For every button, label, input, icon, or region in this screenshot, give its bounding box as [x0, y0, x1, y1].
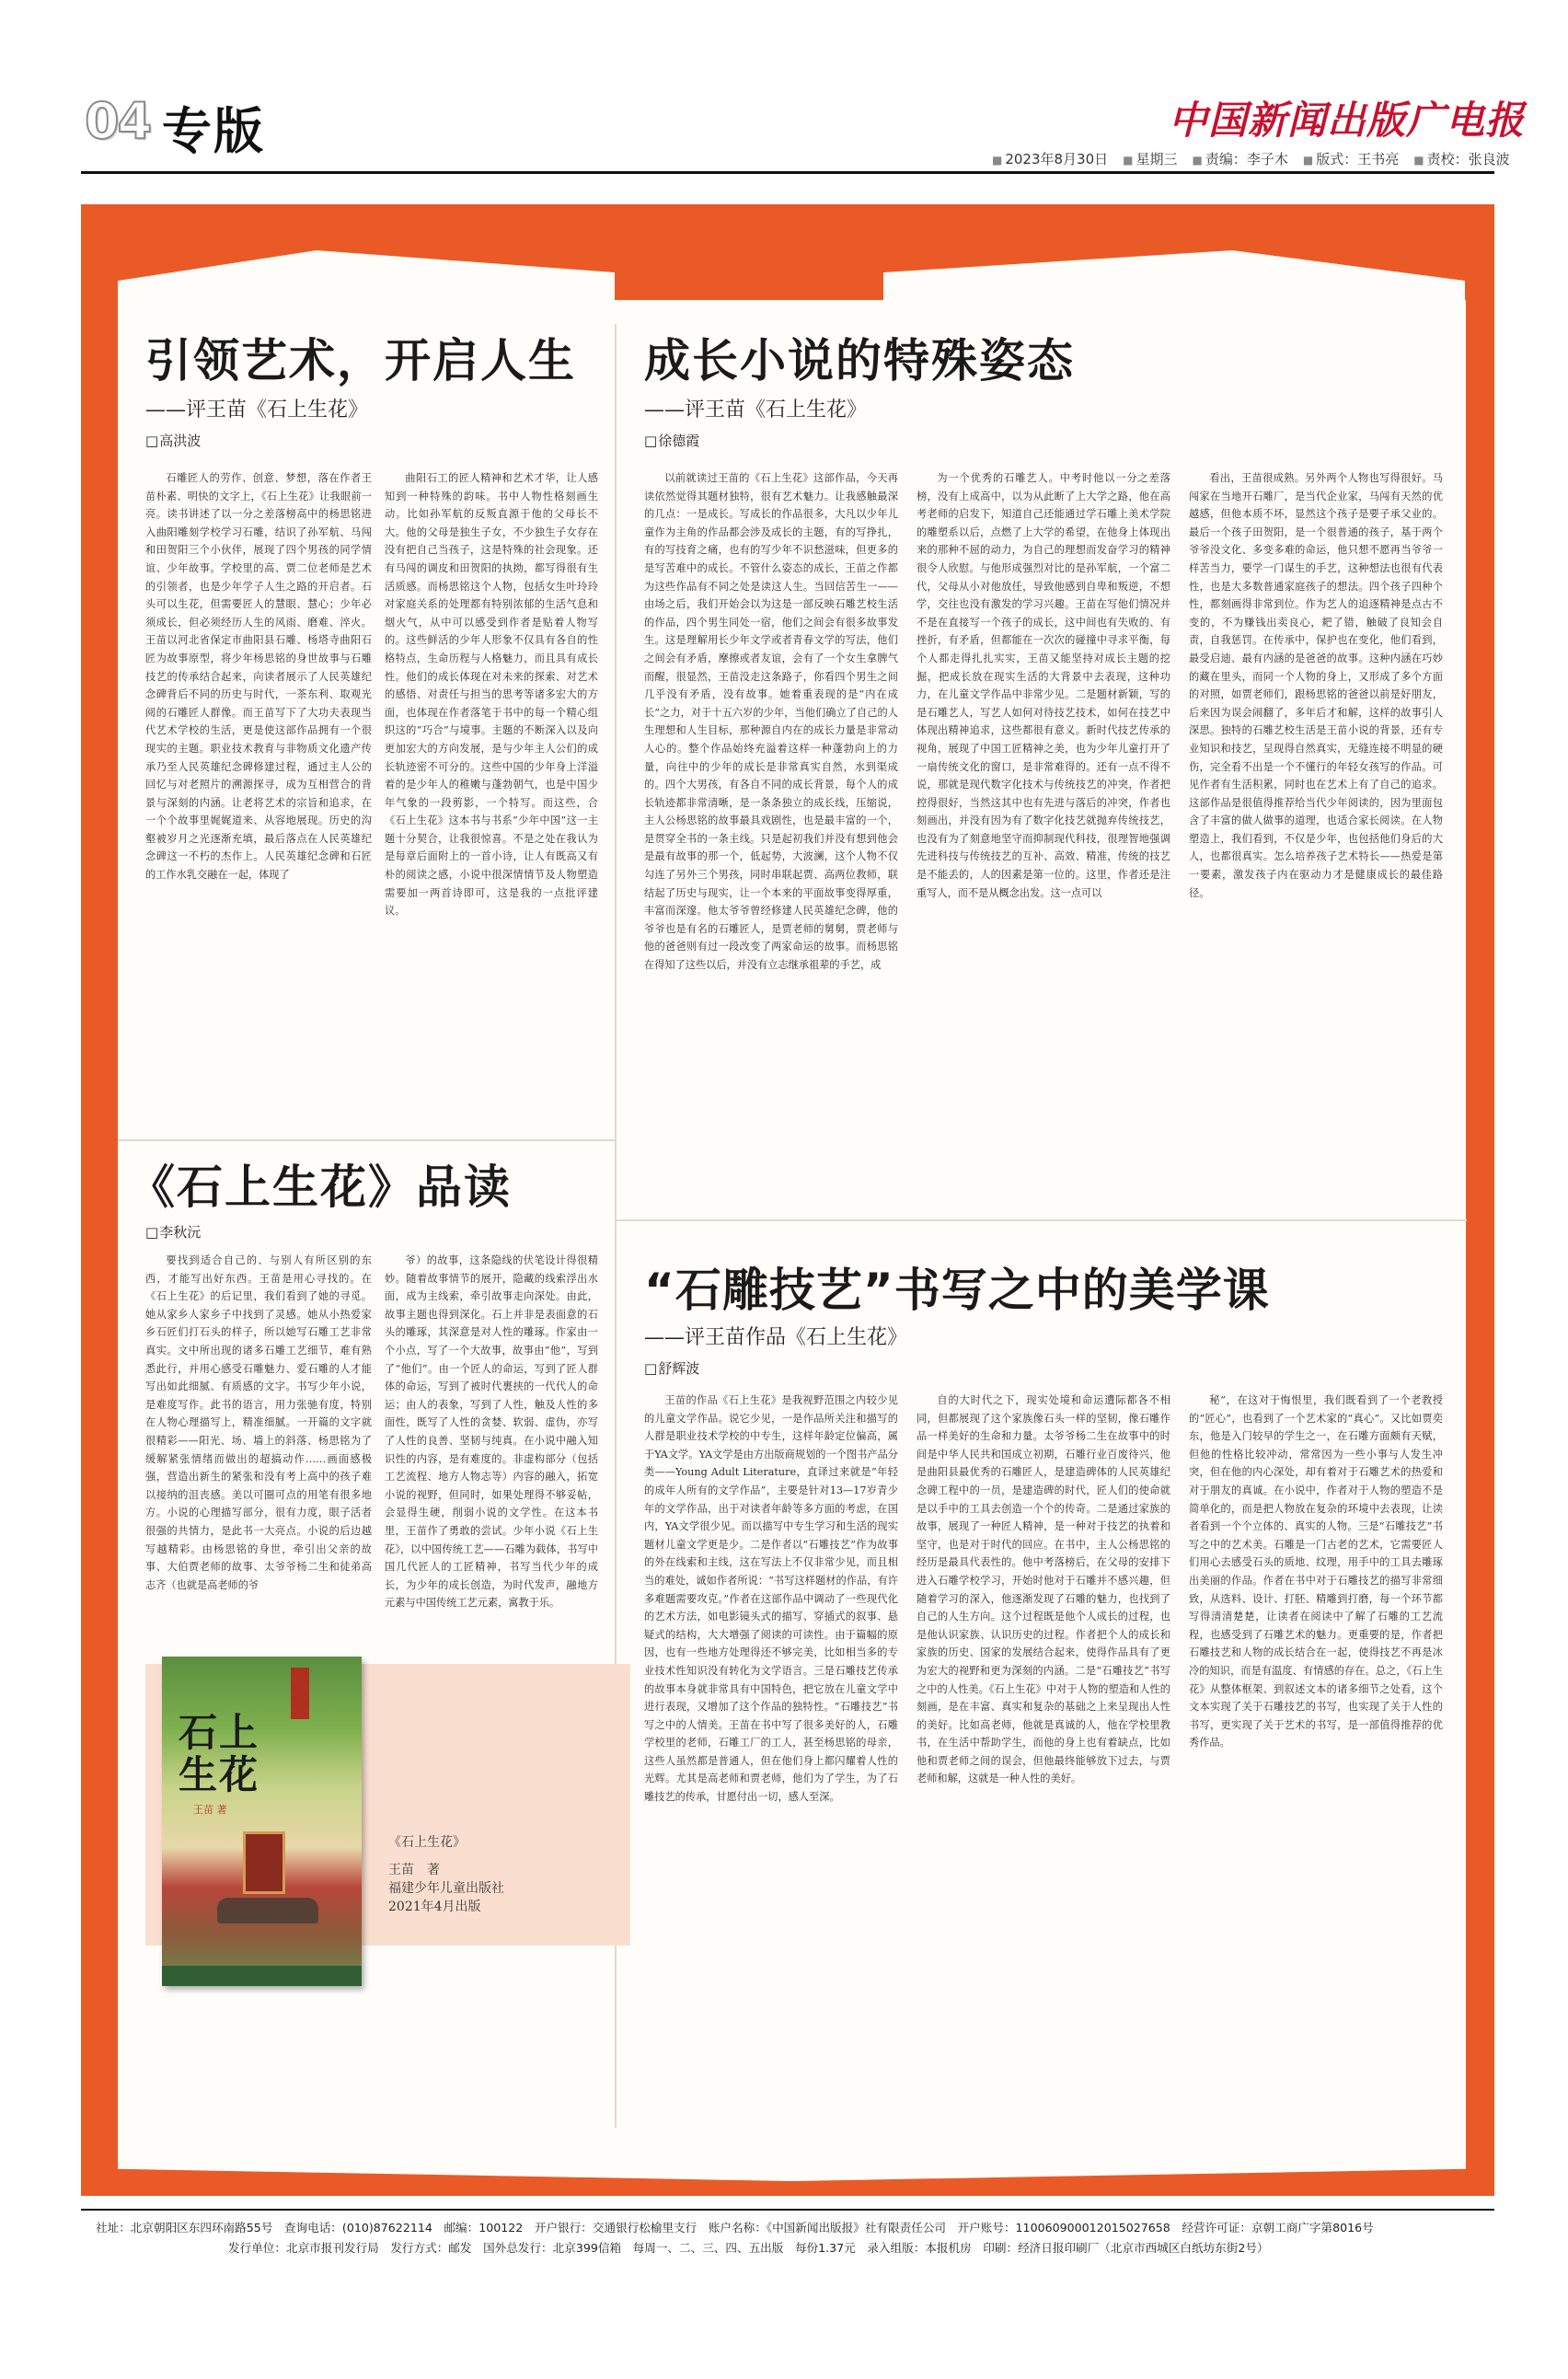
- article-body-column: 曲阳石工的匠人精神和艺术才华，让人感知到一种特殊的韵味。书中人物性格刻画生动。比如孙军航的反叛直源于他的父母长不大。他的父母是独生子女，不少独生子女存在没有把自己当孩子，这是特殊的社会现象。还有马闯的调皮和田贺阳的执拗，都写得很有生活质感。而杨思铭这个人物，包括女生叶玲玲对家庭关系的处理都有特别浓郁的生活气息和烟火气，从中可以感受到作者是贴着人物写的。这些鲜活的少年人形象不仅具有各自的性格特点，生命历程与人格魅力，而且具有成长性。他们的成长体现在对未来的探索、对艺术的感悟、对责任与担当的思考等诸多宏大的方面，也体现在作者落笔于书中的每一个精心组织这的“巧合”与境事。主题的不断深入以及向更加宏大的方向发展，是与少年主人公们的成长轨迹密不可分的。这些中国的少年身上洋溢着的是少年人的稚嫩与蓬勃朝气，也是中国少年气象的一段剪影，一个特写。而这些，合《石上生花》这本书与书系“少年中国”这一主题十分契合，让我很惊喜。不是之处在我认为是每章后面附上的一首小诗，让人有既高又有朴的阅读之感，小说中很深情情节及人物塑造需要加一两首诗即可，这是我的一点批评建议。: [385, 472, 598, 918]
- cover-children-figures: [217, 1898, 318, 1923]
- book-info-author: 王苗 著: [388, 1863, 440, 1877]
- cover-red-door: [243, 1831, 285, 1894]
- article-subtitle: ——评王苗《石上生花》: [145, 398, 369, 422]
- left-section-divider: [118, 1139, 615, 1141]
- article-body-column: 为一个优秀的石雕艺人。中考时他以一分之差落榜，没有上成高中，以为从此断了上大学之路，他在高考老师的启发下，知道自己还能通过学石雕上美术学院的雕塑系以后，点燃了上大学的希望，在他身上体现出来的那种不屈的动力，为自己的理想而发奋学习的精神很令人欣慰。与他形成强烈对比的是孙军航，一个富二代，父母从小对他放任，导致他感到自卑和叛逆，不想学，交往也没有激发的学习兴趣。王苗在写他们情况并不是在直接写一个孩子的成长，这中间也有失败的、有挫折，有矛盾，但都能在一次次的碰撞中寻求平衡，每个人都走得扎扎实实，王苗又能坚持对成长主题的挖掘，把成长放在现实生活的大背景中去表现，这种功力，在儿童文学作品中非常少见。二是题材新颖，写的是石雕艺人，写艺人如何对待技艺技术，如何在技艺中体现出精神追求，这些都很有意义。新时代技艺传承的视角，展现了中国工匠精神之美，也为少年儿童打开了一扇传统文化的窗口，是非常难得的。还有一点不得不说，那就是现代数字化技术与传统技艺的冲突，作者把控得很好，当然这其中也有先进与落后的冲突，作者也刻画出，并没有因为有了数字化技艺就抛弃传统技艺，也没有为了刻意地坚守而抑制现代科技，很理智地强调先进科技与传统技艺的互补、高效、精准，传统的技艺是不能丢的，人的因素是第一位的。这里，作者还是注重写人，而不是从概念出发。这一点可以: [917, 472, 1170, 899]
- article-title: “石雕技艺”书写之中的美学课: [644, 1264, 1270, 1317]
- issue-date: ■ 2023年8月30日: [992, 149, 1108, 168]
- book-info-title: 《石上生花》: [388, 1835, 466, 1850]
- article-body-column: 看出，王苗很成熟。另外两个人物也写得很好。马闯家在当地开石雕厂，是当代企业家，马闯有天然的优越感，但他本质不坏，显然这个孩子是要子承父业的。最后一个孩子田贺阳，是一个很普通的孩子，基于两个爷爷没文化、多变多难的命运，他只想不愿再当爷爷一样苦当力，要学一门谋生的手艺，这种想法也很有代表性，也是大多数普通家庭孩子的想法。四个孩子四种个性，都刻画得非常到位。作为艺人的追逐精神是点古不变的，不为赚钱出卖良心，耙了错，触破了良知会自责，自我惩罚。在传承中，保护也在变化，他们看到，最受启迪、最有内涵的是爸爸的故事。这种内涵在巧妙的藏在里头，而同一个人物的身上，又形成了多个方面的对照，如贾老师们，跟杨思铭的爸爸以前是好朋友，后来因为误会闹翻了，多年后才和解，这样的故事引人深思。独特的石雕艺校生活是王苗小说的背景，还有专业知识和技艺，呈现得自然真实，无缝连接不明显的硬伤，完全看不出是一个不懂行的年轻女孩写的作品。可见作者有生活积累，同时也在艺术上有了自己的追求。这部作品是很值得推荐给当代少年阅读的，因为里面包含了丰富的做人做事的道理，也适合家长阅读。在人物塑造上，我们看到，不仅是少年，也包括他们身后的大人，也都很真实。怎么培养孩子艺术特长——热爱是第一要素，激发孩子内在驱动力才是健康成长的最佳路径。: [1189, 472, 1443, 899]
- right-section-divider: [617, 1219, 1467, 1221]
- article-byline: □ 舒辉波: [644, 1358, 699, 1378]
- article-body-column: 石雕匠人的劳作、创意、梦想，落在作者王苗朴素、明快的文字上，《石上生花》让我眼前一亮。读书讲述了以一分之差落榜高中的杨思铭进入曲阳雕刻学校学习石雕，结识了孙军航、马闯和田贺阳三个小伙伴，展现了四个男孩的同学情谊、少年故事。学校里的高、贾二位老师是艺术的引领者，也是少年学子人生之路的开启者。石头可以生花，但需要匠人的慧眼、慧心；少年必须成长，但必须经历人生的风雨、磨难、淬火。王苗以河北省保定市曲阳县石雕、杨塔寺曲阳石匠为故事原型，将少年杨思铭的身世故事与石雕技艺的传承结合起来，向读者展示了人民英雄纪念碑背后不同的历史与时代，一茶东利、取观光阅的石雕匠人群像。而王苗写下了大功夫表现当代艺术学校的生活，更是使这部作品拥有一个很现实的主题。职业技术教育与非物质文化遗产传承乃至人民英雄纪念碑修建过程，通过主人公的回忆与对老照片的溯源探寻，成为互相营合的背景与深刻的内涵。让老将艺术的宗旨和追求，在一个个故事里娓娓道来、从容地展现。历史的沟壑被岁月之光逐渐充填，最后落点在人民英雄纪念碑这一不朽的杰作上。人民英雄纪念碑和石匠的工作水乳交融在一起，体现了: [145, 472, 372, 882]
- footer-publishing-line: 发行单位：北京市报刊发行局 发行方式：邮发 国外总发行：北京399信箱 每周一、二、三、四、五出版 每份1.37元 录入组版：本报机房 印刷：经济日报印刷厂（北京市西城区白纸坊东街2号）: [228, 2241, 1269, 2255]
- footer-address-line: 社址：北京朝阳区东四环南路55号 查询电话：(010)87622114 邮编：100122 开户银行：交通银行松榆里支行 账户名称：《中国新闻出版报》社有限责任公司 开户账号：110060900012015027658 经营许可证：京朝工商广字第8016号: [96, 2221, 1374, 2235]
- footer-rule: [81, 2209, 1494, 2211]
- issue-layout: ■ 版式：王书亮: [1303, 149, 1399, 168]
- article-title: 成长小说的特殊姿态: [644, 334, 1075, 387]
- issue-weekday: ■ 星期三: [1123, 149, 1177, 168]
- article-subtitle: ——评王苗作品《石上生花》: [644, 1326, 908, 1349]
- article-byline: □ 徐德霞: [644, 431, 699, 450]
- book-cover-image: [162, 1657, 362, 1986]
- page-number: 04: [85, 92, 151, 150]
- article-title: 《石上生花》品读: [129, 1161, 512, 1214]
- book-info: [388, 1833, 504, 1916]
- article-byline: □ 高洪波: [145, 431, 201, 450]
- article-byline: □ 李秋沅: [145, 1222, 201, 1241]
- issue-meta: [992, 149, 1510, 168]
- article-subtitle: ——评王苗《石上生花》: [644, 398, 868, 422]
- article-body-column: 自的大时代之下，现实处境和命运遭际都各不相同，但都展现了这个家族像石头一样的坚韧，像石雕作品一样美好的生命和力量。太爷爷杨二生在故事中的时间是中华人民共和国成立初期，石雕行业百废待兴，他是曲阳县最优秀的石雕匠人，是建造碑体的人民英雄纪念碑工程中的一员，是建造碑的时代，匠人们的使命就是以手中的工具去创造一个个的传奇。二是通过家族的故事，展现了一种匠人精神，是一种对于技艺的执着和坚守，也是对于时代的回应。在书中，主人公杨思铭的经历是最具代表性的。他中考落榜后，在父母的安排下进入石雕学校学习，开始时他对于石雕并不感兴趣，但随着学习的深入，他逐渐发现了石雕的魅力，也找到了自己的人生方向。这个过程既是他个人成长的过程，也是他认识家族、认识历史的过程。作者把个人的成长和家族的历史、国家的发展结合起来，使得作品具有了更为宏大的视野和更为深刻的内涵。二是“石雕技艺”书写之中的人性美。《石上生花》中对于人物的塑造和人性的刻画，是在丰富、真实和复杂的基础之上来呈现出人性的美好。比如高老师，他就是真诚的人，他在学校里教书，在生活中帮助学生，而他的身上也有着缺点，比如他和贾老师之间的误会，但他最终能够放下过去，与贾老师和解，这就是一种人性的美好。: [917, 1394, 1170, 1785]
- cover-signboard: [291, 1668, 309, 1719]
- article-title: 引领艺术，开启人生: [145, 334, 576, 387]
- newspaper-masthead: 中国新闻出版广电报: [1169, 98, 1526, 143]
- article-body-column: 秘”，在这对于悔恨里，我们既看到了一个老教授的“匠心”，也看到了一个艺术家的“真心”。又比如贾奕东，他是入门较早的学生之一，在石雕方面颇有天赋，但他的性格比较冲动，常常因为一些小事与人发生冲突，但在他的内心深处，却有着对于石雕艺术的热爱和对于朋友的真诚。在小说中，作者对于人物的塑造不是简单化的，而是把人物放在复杂的环境中去表现，让读者看到一个个立体的、真实的人物。三是“石雕技艺”书写之中的艺术美。石雕是一门古老的艺术，它需要匠人们用心去感受石头的质地、纹理，用手中的工具去雕琢出美丽的作品。作者在书中对于石雕技艺的描写非常细致，从选料、设计、打胚、精雕到打磨，每一个环节都写得清清楚楚，让读者在阅读中了解了石雕的工艺流程，也感受到了石雕艺术的魅力。更重要的是，作者把石雕技艺和人物的成长结合在一起，使得技艺不再是冰冷的知识，而是有温度、有情感的存在。总之，《石上生花》从整体框架、到叙述文本的诸多细节之处看，这个文本实现了关于石雕技艺的书写，也实现了关于人性的书写，更实现了关于艺术的书写，是一部值得推荐的优秀作品。: [1189, 1394, 1443, 1750]
- issue-proofreader: ■ 责校：张良波: [1413, 149, 1509, 168]
- cover-author: 王苗 著: [193, 1804, 227, 1816]
- book-info-publisher: 福建少年儿童出版社: [388, 1881, 504, 1896]
- cover-title: 石上生花: [179, 1710, 260, 1797]
- article-body-column: 爷）的故事，这条隐线的伏笔设计得很精妙。随着故事情节的展开，隐藏的线索浮出水面，成为主线索，牵引故事走向深处。由此，故事主题也得到深化。石上并非是表面意的石头的雕琢，其深意是对人性的雕琢。作家由一个小点，写了一个大故事，故事由“他”，写到了“他们”。由一个匠人的命运，写到了匠人群体的命运，写到了被时代裹挟的一代代人的命运；由人的表象，写到了人性，触及人性的多面性，既写了人性的贪婪、软弱、虚伪，亦写了人性的良善、坚韧与纯真。在小说中融入知识性的内容，是有难度的。非虚构部分（包括工艺流程、地方人物志等）内容的融入，拓宽小说的视野，但同时，如果处理得不够妥帖，会显得生硬，削弱小说的文学性。在这本书里，王苗作了勇敢的尝试。少年小说《石上生花》，以中国传统工艺——石雕为载体，书写中国几代匠人的工匠精神，书写当代少年的成长，为少年的成长创造，为时代发声，融地方元素与中国传统工艺元素，寓教于乐。: [385, 1254, 598, 1610]
- section-title: 专版: [162, 102, 265, 160]
- article-body-column: 以前就读过王苗的《石上生花》这部作品，今天再读依然觉得其题材独特，很有艺术魅力。让我感触最深的几点：一是成长。写成长的作品很多，大凡以少年儿童作为主角的作品都会涉及成长的主题，有的写挣扎，有的写技育之痛，也有的写少年不识愁滋味，但更多的是写苦难中的成长。不管什么姿态的成长，王苗之作都为这些作品有不同之处是读这人生。当回信苦生一——由场之后，我们开始会以为这是一部反映石雕艺校生活的作品，四个男生同处一宿，他们之间会有很多故事发生。这是理解用长少年文学或者青春文学的写法，他们之间会有矛盾，摩擦或者友谊，会有了一个女生拿脾气而醒，很显然，王苗没走这条路子，你看四个男生之间几乎没有矛盾，没有故事。她着重表现的是“内在成长”之力，对于十五六岁的少年，当他们确立了自己的人生理想和人生目标，那种源自内在的成长力量是非常动人心的。整个作品始终充溢着这样一种蓬勃向上的力量，向往中的少年的成长是非常真实自然，水到渠成的。四个大男孩，有各自不同的成长背景，每个人的成长轨迹都非常清晰，是一条条独立的成长线，压缩说，主人公杨思铭的故事最具戏剧性，也是最丰富的一个，是贯穿全书的一条主线。只是起初我们并没有想到他会是最有故事的那一个，低起势，大波澜，这个人物不仅勾连了另外三个男孩，同时串联起贾、高两位教师，联结起了历史与现实，让一个本来的平面故事变得厚重，丰富而深邃。他太爷爷曾经修建人民英雄纪念碑，他的爷爷也是有名的石雕匠人，是贾老师的舅舅，贾老师与他的爸爸则有过一段改变了两家命运的故事。而杨思铭在得知了这些以后，并没有立志继承祖辈的手艺，成: [644, 472, 898, 972]
- issue-editor: ■ 责编：李子木: [1193, 149, 1288, 168]
- article-body-column: 要找到适合自己的、与别人有所区别的东西，才能写出好东西。王苗是用心寻找的。在《石上生花》的后记里，我们看到了她的寻觅。她从家乡人家乡子中找到了灵感。她从小热爱家乡石匠们打石头的样子，所以她写石雕工艺非常真实。文中所出现的诸多石雕工艺细节，难有熟悉此行，并用心感受石雕魅力、爱石雕的人才能写出如此细腻、有质感的文字。书写少年小说，是难度写作。此书的语言，用力张驰有度，特别在人物心理描写上，精准细腻。一开篇的文字就很精彩——阳光、场、墙上的斜落、杨思铭为了缓解紧张情绪而做出的超搞动作……画面感极强，营造出新生的紧张和没有考上高中的孩子难以接纳的沮丧感。美以可圈可点的用笔有很多地方。小说的心理描写部分，很有力度，眼子活者很强的共情力，是此书一大亮点。小说的后边越写越精彩。由杨思铭的身世，牵引出父亲的故事、大伯贾老师的故事、太爷爷杨二生和徒弟高志齐（也就是高老师的爷: [145, 1254, 372, 1591]
- header-rule: [81, 171, 1494, 174]
- article-body-column: 王苗的作品《石上生花》是我视野范围之内较少见的儿童文学作品。说它少见，一是作品所关注和描写的人群是职业技术学校的中专生，这样年龄定位偏高，属于YA文学。YA文学是由方出版商规划的一个图书产品分类——Young Adult Literature，直译过来就是“年轻的成年人所有的文学作品”，主要是针对13—17岁青少年的文学作品，出于对读者年龄等多方面的考虑，在国内，YA文学很少见。而以描写中专生学习和生活的现实题材儿童文学更是少。二是作者以“石雕技艺”作为故事的外在线索和主线，这在写法上不仅非常少见，而且相当的难处，诚如作者所说：“书写这样题材的作品，有许多难题需要攻克。”作者在这部作品中调动了一些现代化的艺术方法，如电影镜头式的描写、穿插式的叙事、悬疑式的结构，大大增强了阅读的可读性。由于篇幅的原因，也有一些地方处理得还不够完美，比如相当多的专业技术性知识没有转化为文学语言。三是石雕技艺传承的故事本身就非常具有中国特色，把它放在儿童文学中进行表现，又增加了这个作品的独特性。“石雕技艺”书写之中的人情美。王苗在书中写了很多美好的人，石雕学校里的老师，石雕工厂的工人，甚至杨思铭的母亲，这些人虽然都是普通人，但在他们身上都闪耀着人性的光辉。尤其是高老师和贾老师，他们为了学生，为了石雕技艺的传承，甘愿付出一切，感人至深。: [644, 1394, 898, 1804]
- book-info-date: 2021年4月出版: [388, 1900, 481, 1914]
- cover-footer-band: [162, 1966, 362, 1986]
